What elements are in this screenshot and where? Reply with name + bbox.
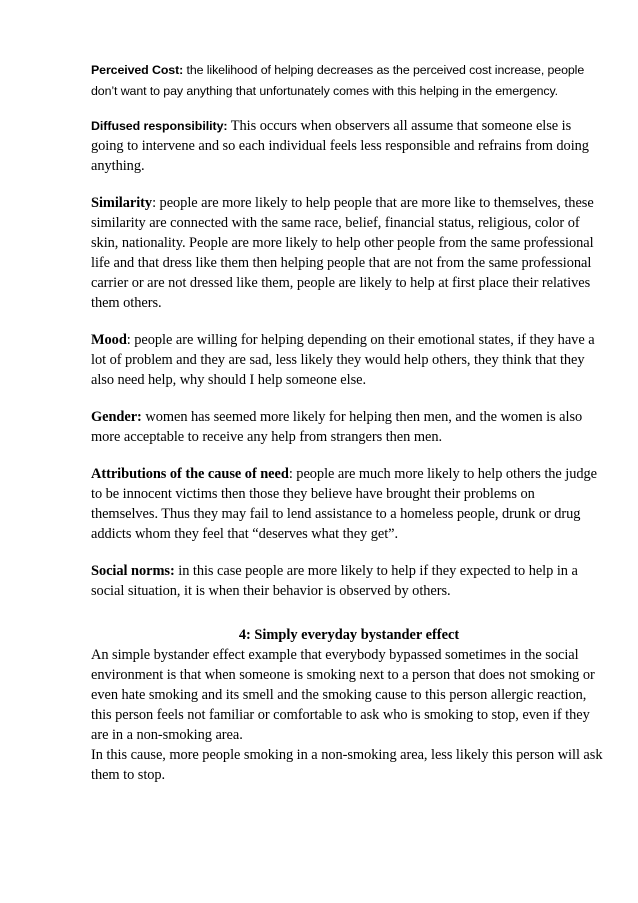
- term-perceived-cost: Perceived Cost:: [91, 63, 184, 77]
- text-attributions: : people are much more likely to help others the judge to be innocent victims then those they believe have brought their problems on themselves. Thus they may fail to lend assistance to a homeless people, drunk or drug addicts whom they feel that “deserves what they get”.: [91, 466, 598, 542]
- text-social-norms: in this case people are more likely to help if they expected to help in a social situation, it is when their behavior is observed by others.: [91, 563, 578, 599]
- paragraph-mood: [91, 330, 603, 390]
- section-heading: 4: Simply everyday bystander effect: [238, 627, 460, 643]
- document-body: [91, 60, 603, 785]
- term-attributions: Attributions of the cause of need: [91, 466, 289, 482]
- paragraph-similarity: [91, 193, 603, 313]
- text-diffused-responsibility: This occurs when observers all assume that someone else is going to intervene and so each individual feels less responsible and refrains from doing anything.: [91, 118, 589, 174]
- section-body-text: An simple bystander effect example that everybody bypassed sometimes in the social environment is that when someone is smoking next to a person that does not smoking or even hate smoking and its smell and the smoking cause to this person allergic reaction, this person feels not familiar or comfortable to ask who is smoking to stop, even if they are in a non-smoking area.: [91, 647, 595, 743]
- paragraph-social-norms: [91, 561, 603, 601]
- text-similarity: : people are more likely to help people that are more like to themselves, these similarity are connected with the same race, belief, financial status, religious, color of skin, nationality. People are more likely to help other people from the same professional life and that dress like them then helping people that are not from the same professional carrier or are not dressed like them, people are likely to help at first place their relatives them others.: [91, 195, 594, 311]
- term-gender: Gender:: [91, 409, 142, 425]
- section-body-text-2: In this cause, more people smoking in a non-smoking area, less likely this person will ask them to stop.: [91, 747, 603, 783]
- paragraph-perceived-cost: [91, 60, 603, 102]
- paragraph-attributions: [91, 464, 603, 544]
- text-mood: : people are willing for helping depending on their emotional states, if they have a lot of problem and they are sad, less likely they would help others, they think that they also need help, why should I help someone else.: [91, 332, 595, 388]
- section-body-paragraph: [91, 645, 603, 785]
- term-social-norms: Social norms:: [91, 563, 175, 579]
- text-perceived-cost: the likelihood of helping decreases as the perceived cost increase, people don’t want to pay anything that unfortunately comes with this helping in the emergency.: [91, 63, 585, 98]
- term-mood: Mood: [91, 332, 127, 348]
- text-gender: women has seemed more likely for helping then men, and the women is also more acceptable to receive any help from strangers then men.: [91, 409, 583, 445]
- term-similarity: Similarity: [91, 195, 153, 211]
- paragraph-gender: [91, 407, 603, 447]
- term-diffused-responsibility: Diffused responsibility:: [91, 119, 228, 133]
- paragraph-diffused-responsibility: [91, 116, 603, 176]
